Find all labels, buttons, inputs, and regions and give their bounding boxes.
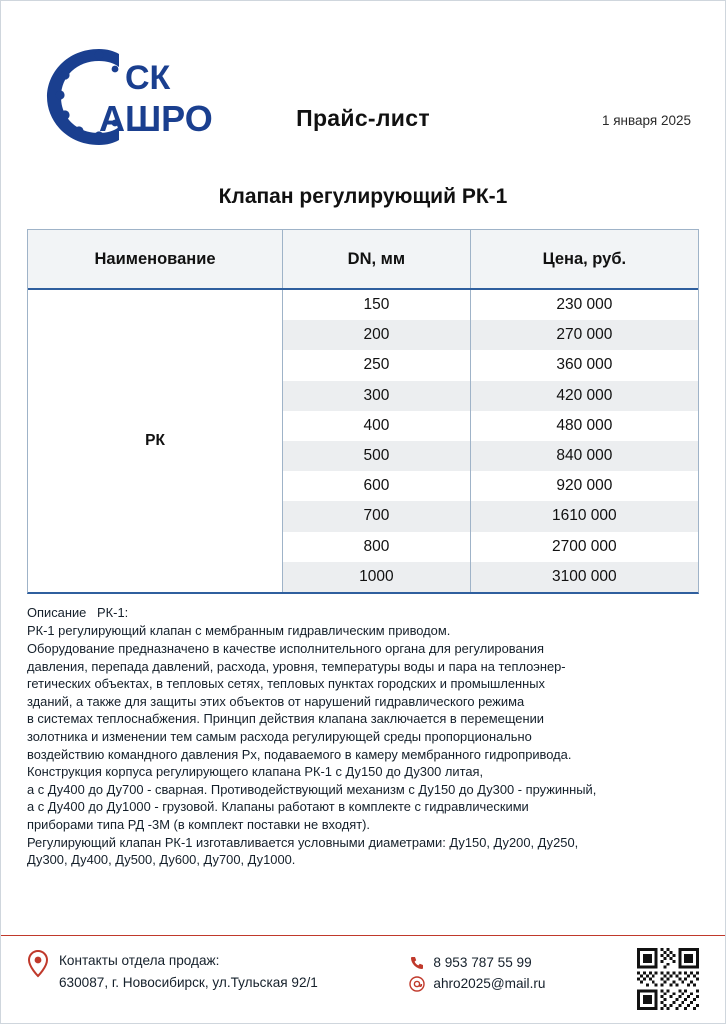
page-title: Прайс-лист bbox=[296, 105, 430, 131]
footer-contacts-block bbox=[27, 946, 318, 994]
cell-dn: 800 bbox=[283, 532, 471, 562]
cell-price: 480 000 bbox=[470, 411, 698, 441]
page-header bbox=[1, 1, 725, 161]
table-header-row bbox=[28, 230, 698, 289]
footer-phone: 8 953 787 55 99 bbox=[433, 955, 532, 970]
cell-price: 360 000 bbox=[470, 350, 698, 380]
cell-dn: 500 bbox=[283, 441, 471, 471]
footer-qr-block bbox=[637, 946, 699, 1010]
description-line: в системах теплоснабжения. Принцип действия клапана заключается в перемещении bbox=[27, 711, 544, 727]
description-line: а с Ду400 до Ду700 - сварная. Противодействующий механизм с Ду150 до Ду300 - пружинный, bbox=[27, 781, 597, 797]
price-table bbox=[28, 230, 698, 592]
cell-price: 1610 000 bbox=[470, 501, 698, 531]
cell-dn: 250 bbox=[283, 350, 471, 380]
description-line: давления, перепада давлений, расхода, уровня, температуры воды и пара на теплоэнер- bbox=[27, 658, 566, 674]
phone-icon bbox=[409, 955, 425, 971]
footer-contacts-label: Контакты отдела продаж: bbox=[59, 953, 220, 968]
cell-dn: 1000 bbox=[283, 562, 471, 592]
column-header-dn: DN, мм bbox=[283, 230, 471, 289]
footer-email-row[interactable] bbox=[409, 973, 545, 994]
column-header-name: Наименование bbox=[28, 230, 283, 289]
qr-code-icon bbox=[637, 948, 699, 1010]
email-icon bbox=[409, 976, 425, 992]
column-header-price: Цена, руб. bbox=[470, 230, 698, 289]
page-footer bbox=[1, 935, 725, 1023]
cell-dn: 400 bbox=[283, 411, 471, 441]
company-logo bbox=[37, 35, 227, 155]
table-row bbox=[28, 289, 698, 320]
description-line: а с Ду400 до Ду1000 - грузовой. Клапаны работают в комплекте с гидравлическими bbox=[27, 799, 529, 815]
description-line: Конструкция корпуса регулирующего клапана РК-1 с Ду150 до Ду300 литая, bbox=[27, 764, 484, 780]
gear-logo-icon bbox=[37, 35, 227, 155]
cell-dn: 200 bbox=[283, 320, 471, 350]
cell-price: 230 000 bbox=[470, 289, 698, 320]
footer-phone-row[interactable] bbox=[409, 952, 545, 973]
price-table-container bbox=[27, 229, 699, 594]
description-line: Регулирующий клапан РК-1 изготавливается условными диаметрами: Ду150, Ду200, Ду250, bbox=[27, 834, 579, 850]
logo-text-line2: АШРО bbox=[99, 98, 213, 139]
product-name-cell: РК bbox=[28, 289, 283, 592]
footer-contact-details bbox=[409, 946, 545, 994]
description-line: воздействию командного давления Рх, подаваемого в камеру мембранного гидропривода. bbox=[27, 746, 572, 762]
description-line: золотника и изменении тем самым расхода регулирующей среды пропорционально bbox=[27, 729, 532, 745]
cell-price: 420 000 bbox=[470, 381, 698, 411]
logo-text-line1: СК bbox=[125, 59, 171, 97]
location-pin-icon bbox=[27, 950, 49, 978]
description-line: зданий, а также для защиты этих объектов от нарушений гидравлического режима bbox=[27, 693, 525, 709]
cell-dn: 700 bbox=[283, 501, 471, 531]
description-line: приборами типа РД -3М (в комплект поставки не входят). bbox=[27, 817, 371, 832]
cell-price: 920 000 bbox=[470, 471, 698, 501]
description-heading: Описание РК-1: bbox=[27, 604, 129, 620]
cell-dn: 150 bbox=[283, 289, 471, 320]
footer-email: ahro2025@mail.ru bbox=[433, 976, 546, 991]
footer-address: 630087, г. Новосибирск, ул.Тульская 92/1 bbox=[59, 975, 318, 990]
cell-price: 3100 000 bbox=[470, 562, 698, 592]
price-table-body bbox=[28, 289, 698, 592]
description-line: гетических объектах, в тепловых сетях, тепловых пунктах городских и промышленных bbox=[27, 676, 545, 692]
cell-dn: 300 bbox=[283, 381, 471, 411]
price-list-date: 1 января 2025 bbox=[601, 113, 691, 128]
cell-price: 840 000 bbox=[470, 441, 698, 471]
description-line: РК-1 регулирующий клапан с мембранным гидравлическим приводом. bbox=[27, 623, 451, 639]
description-line: Оборудование предназначено в качестве исполнительного органа для регулирования bbox=[27, 641, 544, 657]
product-title: Клапан регулирующий РК-1 bbox=[218, 185, 508, 208]
cell-dn: 600 bbox=[283, 471, 471, 501]
description-block bbox=[27, 604, 699, 869]
cell-price: 270 000 bbox=[470, 320, 698, 350]
cell-price: 2700 000 bbox=[470, 532, 698, 562]
description-line: Ду300, Ду400, Ду500, Ду600, Ду700, Ду1000. bbox=[27, 852, 296, 868]
